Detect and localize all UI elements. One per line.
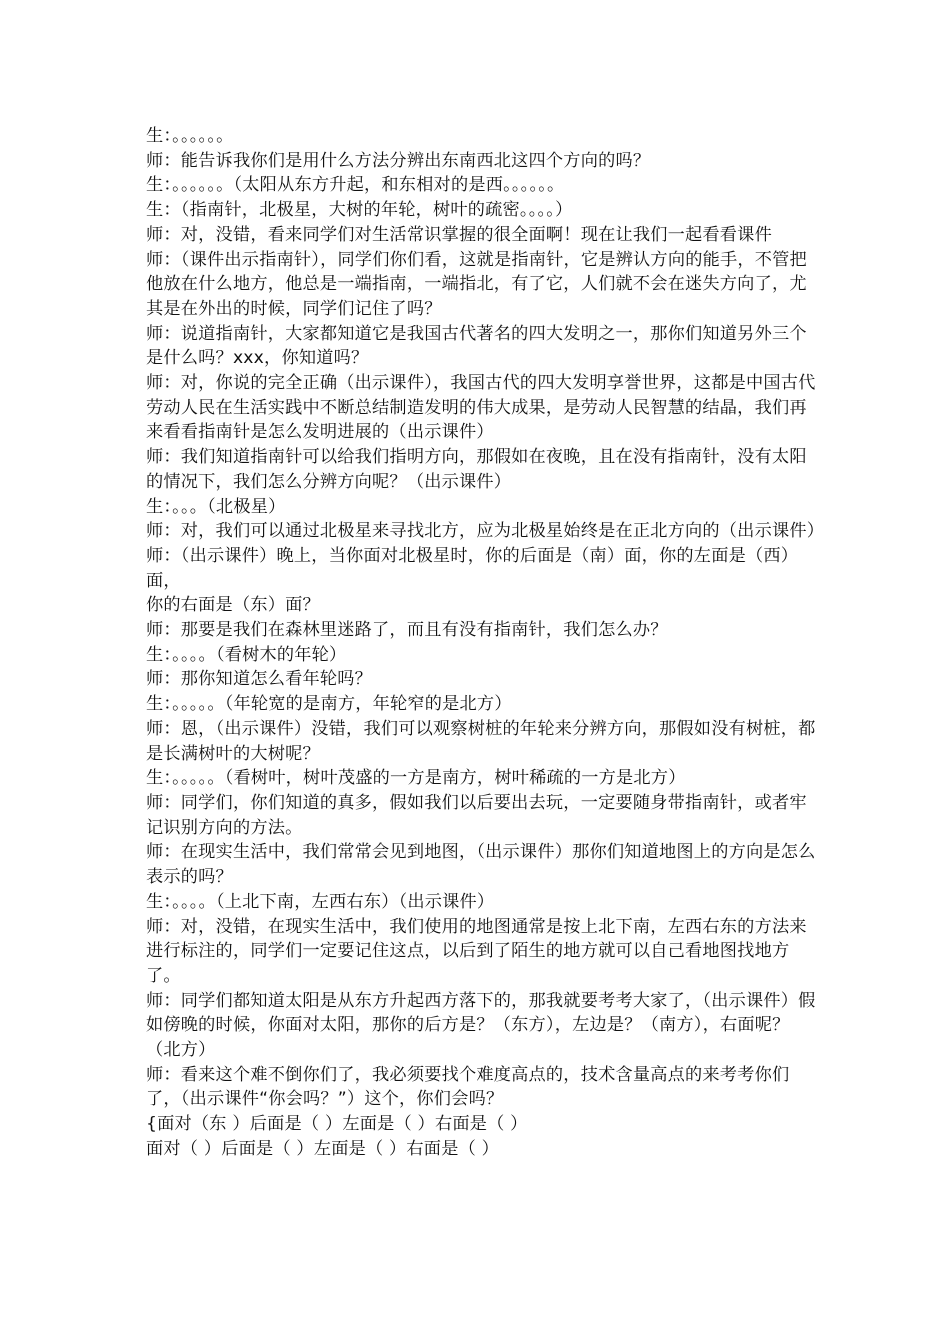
dialogue-line: 生：。。。。。（看树叶，树叶茂盛的一方是南方，树叶稀疏的一方是北方） [146,768,686,789]
dialogue-line: 师：恩，（出示课件）没错，我们可以观察树桩的年轮来分辨方向，那假如没有树桩，都是长满树叶的大树呢？ [146,718,816,764]
dialogue-line: 师：同学们都知道太阳是从东方升起西方落下的，那我就要考考大家了，（出示课件）假如傍晚的时候，你面对太阳，那你的后方是？（东方），左边是？（南方），右面呢？（北方） [146,990,816,1061]
dialogue-line: 生：。。。。。（年轮宽的是南方，年轮窄的是北方） [146,694,512,715]
dialogue-line: 师：对，没错，看来同学们对生活常识掌握的很全面啊！现在让我们一起看看课件 [146,224,772,245]
dialogue-line: 师：在现实生活中，我们常常会见到地图，（出示课件）那你们知道地图上的方向是怎么表示的吗？ [146,842,816,888]
dialogue-line: 师：对，没错，在现实生活中，我们使用的地图通常是按上北下南，左西右东的方法来进行标注的，同学们一定要记住这点，以后到了陌生的地方就可以自己看地图找地方了。 [146,916,807,986]
dialogue-line: 生：。。。。。。 [146,126,234,146]
document-body [146,124,825,1162]
dialogue-line: 师：我们知道指南针可以给我们指明方向，那假如在夜晚，且在没有指南针，没有太阳的情况下，我们怎么分辨方向呢？（出示课件） [146,447,807,492]
exercise-line: {面对（东 ）后面是（ ）左面是（ ）右面是（ ） [146,1114,528,1135]
dialogue-line: 生：。。。。（看树木的年轮） [146,644,347,665]
dialogue-line: 生：。。。。。。（太阳从东方升起，和东相对的是西。。。。。。 [146,175,565,196]
dialogue-line: 师：说道指南针，大家都知道它是我国古代著名的四大发明之一，那你们知道另外三个是什么吗？xxx，你知道吗？ [146,323,807,369]
dialogue-line: 师：（课件出示指南针），同学们你们看，这就是指南针，它是辨认方向的能手，不管把他放在什么地方，他总是一端指南，一端指北，有了它，人们就不会在迷失方向了，尤其是在外出的时候，同学们记住了吗？ [146,249,807,319]
dialogue-line: 师：那你知道怎么看年轮吗？ [146,669,373,690]
dialogue-line: 师：对，你说的完全正确（出示课件），我国古代的四大发明享誉世界，这都是中国古代劳动人民在生活实践中不断总结制造发明的伟大成果，是劳动人民智慧的结晶，我们再来看看指南针是怎么发明进展的（出示课件） [146,373,816,443]
dialogue-line: 师：能告诉我你们是用什么方法分辨出东南西北这四个方向的吗？ [146,150,651,171]
dialogue-line: 师：那要是我们在森林里迷路了，而且有没有指南针，我们怎么办？ [146,620,668,641]
dialogue-line: 师：同学们，你们知道的真多，假如我们以后要出去玩，一定要随身带指南针，或者牢记识别方向的方法。 [146,792,807,838]
dialogue-line: 生：。。。。（上北下南，左西右东）（出示课件） [146,891,495,912]
dialogue-line: 你的右面是（东）面？ [146,595,320,616]
exercise-line: 面对（ ）后面是（ ）左面是（ ）右面是（ ） [146,1138,500,1159]
dialogue-line: 生：（指南针，北极星，大树的年轮，树叶的疏密。。。。） [146,200,573,221]
dialogue-line: 师：对，我们可以通过北极星来寻找北方，应为北极星始终是在正北方向的（出示课件） [146,521,825,542]
dialogue-line: 生：。。。（北极星） [146,496,286,517]
dialogue-line: 师：看来这个难不倒你们了，我必须要找个难度高点的，技术含量高点的来考考你们了，（出示课件“你会吗？”）这个，你们会吗？ [146,1064,790,1110]
dialogue-line: 师：（出示课件）晚上，当你面对北极星时，你的后面是（南）面，你的左面是（西）面， [146,545,799,591]
